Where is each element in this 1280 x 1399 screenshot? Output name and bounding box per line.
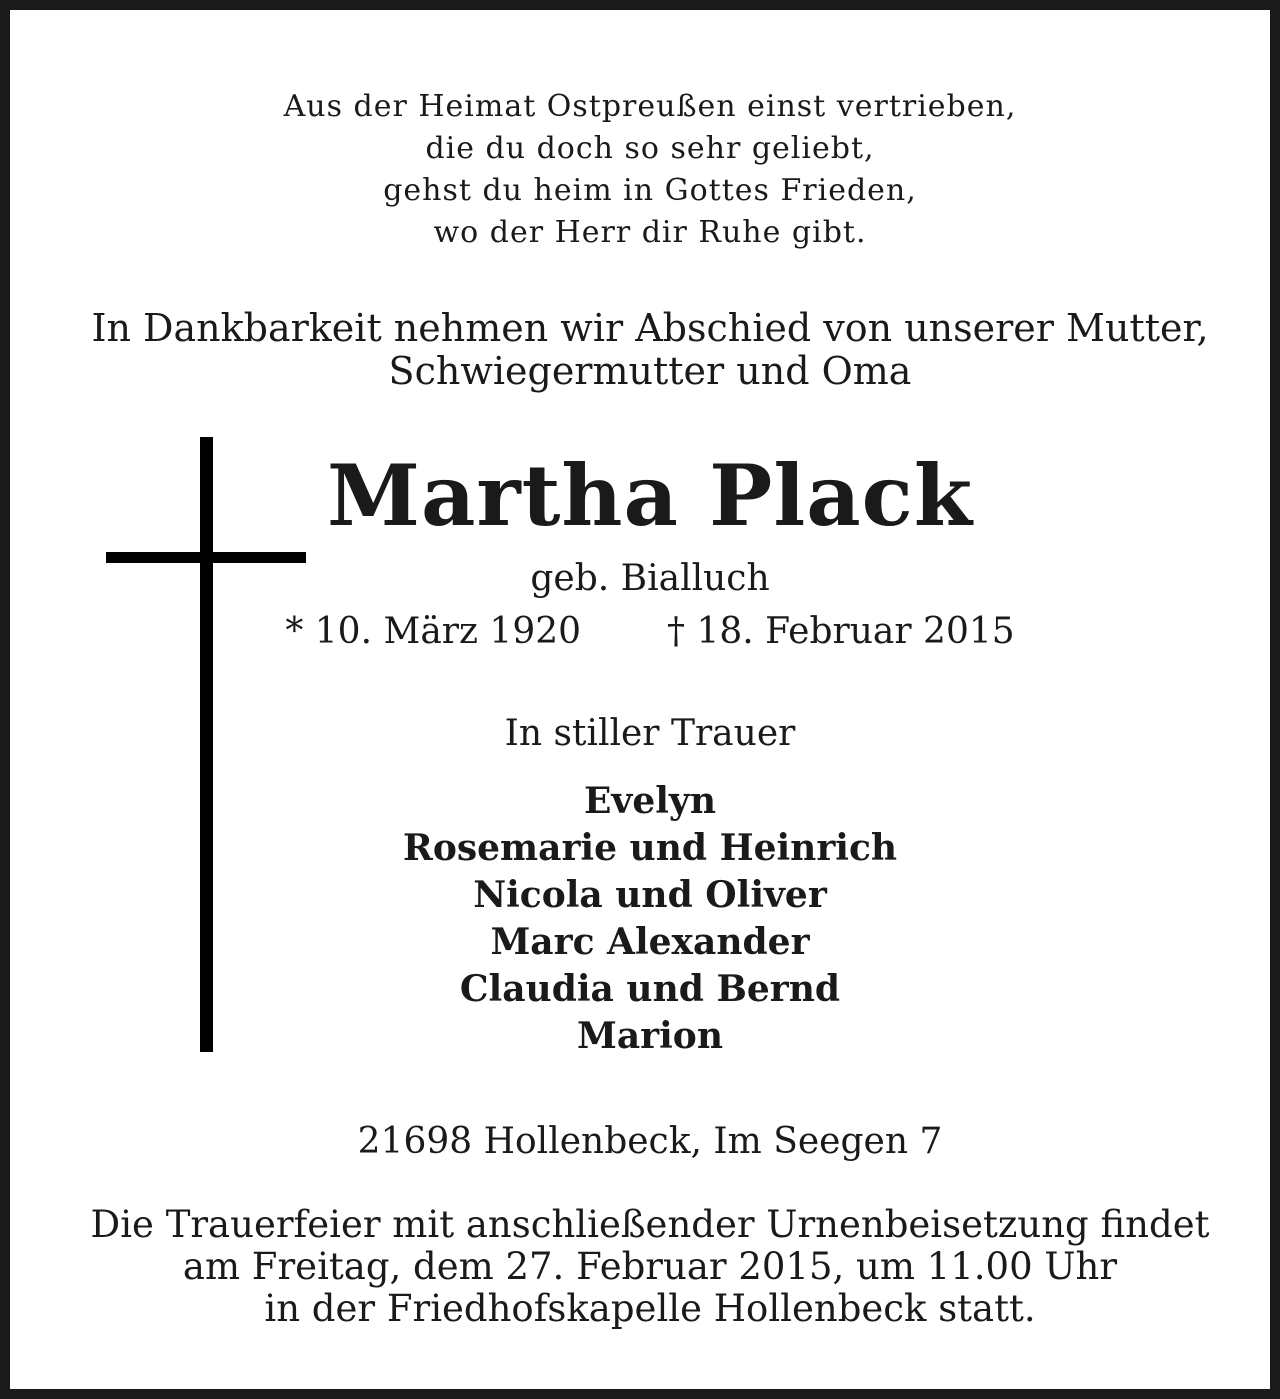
poem-line: gehst du heim in Gottes Frieden, <box>383 173 917 208</box>
service-line: Die Trauerfeier mit anschließender Urnenbeisetzung findet <box>90 1203 1210 1246</box>
family-member: Evelyn <box>583 780 717 822</box>
family-list <box>10 778 1280 1060</box>
service-details <box>10 1204 1280 1330</box>
poem-line: Aus der Heimat Ostpreußen einst vertrieben, <box>283 89 1017 124</box>
intro-line: In Dankbarkeit nehmen wir Abschied von unserer Mutter, <box>91 306 1209 350</box>
life-dates <box>10 610 1280 654</box>
poem-line: wo der Herr dir Ruhe gibt. <box>433 215 867 250</box>
family-member: Nicola und Oliver <box>473 874 827 916</box>
memorial-poem <box>10 86 1280 254</box>
intro-line: Schwiegermutter und Oma <box>388 349 912 393</box>
farewell-intro <box>10 307 1280 393</box>
deceased-name: Martha Plack <box>326 446 974 545</box>
address: 21698 Hollenbeck, Im Seegen 7 <box>357 1121 943 1162</box>
birth-date: * 10. März 1920 <box>285 611 582 652</box>
mourning-line: In stiller Trauer <box>504 713 796 754</box>
birth-name: geb. Bialluch <box>530 558 770 599</box>
service-line: am Freitag, dem 27. Februar 2015, um 11.00 Uhr <box>182 1245 1118 1288</box>
death-date: † 18. Februar 2015 <box>667 611 1015 652</box>
family-member: Rosemarie und Heinrich <box>402 827 898 869</box>
family-member: Marion <box>576 1015 723 1057</box>
service-line: in der Friedhofskapelle Hollenbeck statt. <box>264 1287 1036 1330</box>
poem-line: die du doch so sehr geliebt, <box>425 131 875 166</box>
family-member: Claudia und Bernd <box>459 968 841 1010</box>
family-member: Marc Alexander <box>490 921 810 963</box>
